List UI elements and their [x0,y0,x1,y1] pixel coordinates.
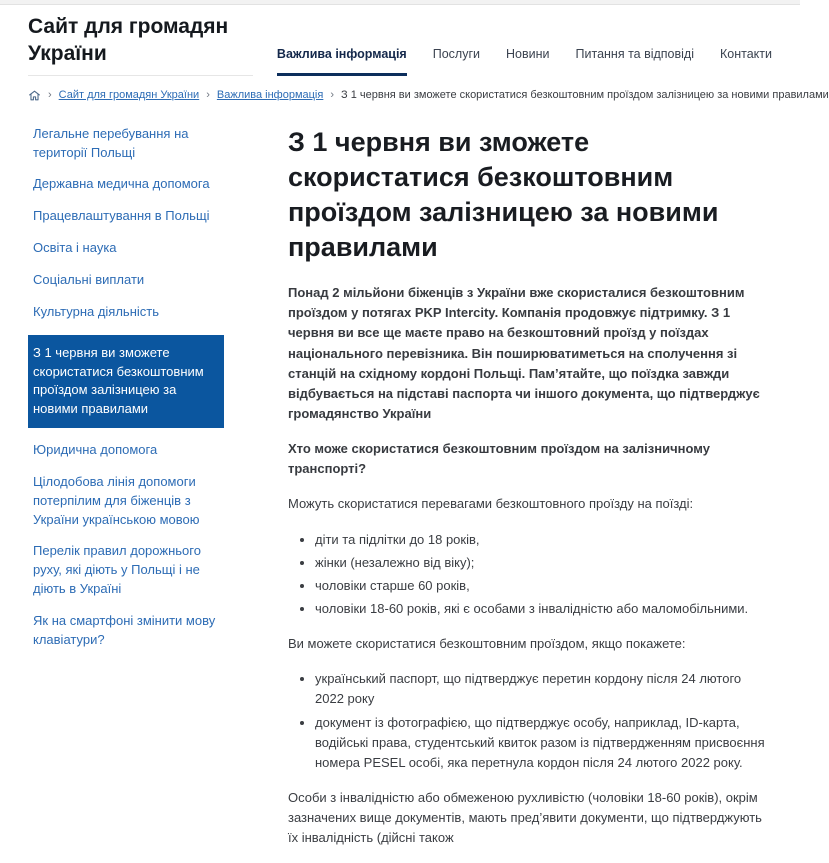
sidebar-item-legal-stay[interactable]: Легальне перебування на території Польщі [33,125,189,160]
article-lead: Понад 2 мільйони біженців з України вже скористалися безкоштовним проїздом у потягах PKP Intercity. Компанія продовжує підтримку. З 1 червня ви все ще маєте право на безкоштовний проїзд у поїздах національного перевізника. Він поширюватиметься на сполучення зі станцій на східному кордоні Польщі. Пам’ятайте, що поїздка завжди відбувається на підставі паспорта чи іншого документа, що підтверджує громадянство України [288,285,760,421]
home-icon[interactable] [28,89,41,102]
list-item: • чоловіки старше 60 років, [315,576,772,596]
breadcrumb-link-important-info[interactable]: Важлива інформація [216,89,324,102]
main-nav [277,47,772,76]
documents-list [288,669,772,773]
site-header [0,5,800,76]
documents-intro: Ви можете скористатися безкоштовним проїздом, якщо покажете: [288,636,686,652]
list-item: • український паспорт, що підтверджує перетин кордону після 24 лютого 2022 року [315,669,772,709]
breadcrumb [0,76,829,112]
breadcrumb-separator: › [48,89,52,102]
list-item: • документ із фотографією, що підтверджує особу, наприклад, ID-карта, водійські права, студентський квиток разом із підтвердженням присвоєння номера PESEL особі, яка перетнула кордон після 24 лютого 2022 року. [315,713,772,773]
sidebar-item-medical-aid[interactable]: Державна медична допомога [33,176,210,192]
breadcrumb-link-site[interactable]: Сайт для громадян України [58,89,200,102]
sidebar-item-education[interactable]: Освіта і наука [33,240,117,256]
list-item: • діти та підлітки до 18 років, [315,530,772,550]
tab-news[interactable]: Новини [506,46,550,61]
eligible-list [288,530,772,620]
disability-paragraph: Особи з інвалідністю або обмеженою рухливістю (чоловіки 18-60 років), окрім зазначених вище документів, мають пред’явити документи, що підтверджують їх інвалідність (дійсні також [288,789,762,846]
tab-contacts[interactable]: Контакти [720,46,772,61]
list-item: • чоловіки 18-60 років, які є особами з інвалідністю або маломобільними. [315,599,772,619]
content [0,112,800,863]
page-title: З 1 червня ви зможете скористатися безкоштовним проїздом залізницею за новими правилами [288,126,719,263]
site-title[interactable]: Сайт для громадян України [28,14,253,76]
sidebar-item-free-rail-travel[interactable]: З 1 червня ви зможете скористатися безкоштовним проїздом залізницею за новими правилами [28,335,224,428]
sidebar-item-helpline[interactable]: Цілодобова лінія допомоги потерпілим для біженців з України українською мовою [33,473,200,527]
sidebar-item-legal-aid[interactable]: Юридична допомога [33,442,158,458]
article-question: Хто може скористатися безкоштовним проїздом на залізничному транспорті? [288,441,710,477]
tab-questions[interactable]: Питання та відповіді [575,46,694,61]
sidebar-item-traffic-rules[interactable]: Перелік правил дорожнього руху, які діють у Польщі і не діють в Україні [33,543,201,597]
tab-services[interactable]: Послуги [432,46,481,61]
sidebar [28,125,224,863]
breadcrumb-separator: › [330,89,335,102]
sidebar-item-keyboard-language[interactable]: Як на смартфоні змінити мову клавіатури? [33,612,216,647]
breadcrumb-current: З 1 червня ви зможете скористатися безкоштовним проїздом залізницею за новими правилами [341,89,829,102]
eligible-intro: Можуть скористатися перевагами безкоштовного проїзду на поїзді: [288,496,694,512]
sidebar-item-employment[interactable]: Працевлаштування в Польщі [33,208,210,224]
list-item: • жінки (незалежно від віку); [315,553,772,573]
article [288,125,772,863]
sidebar-item-cultural-activity[interactable]: Культурна діяльність [33,303,160,319]
tab-important-info[interactable]: Важлива інформація [277,47,407,76]
sidebar-item-social-benefits[interactable]: Соціальні виплати [33,271,145,287]
breadcrumb-separator: › [206,89,210,102]
